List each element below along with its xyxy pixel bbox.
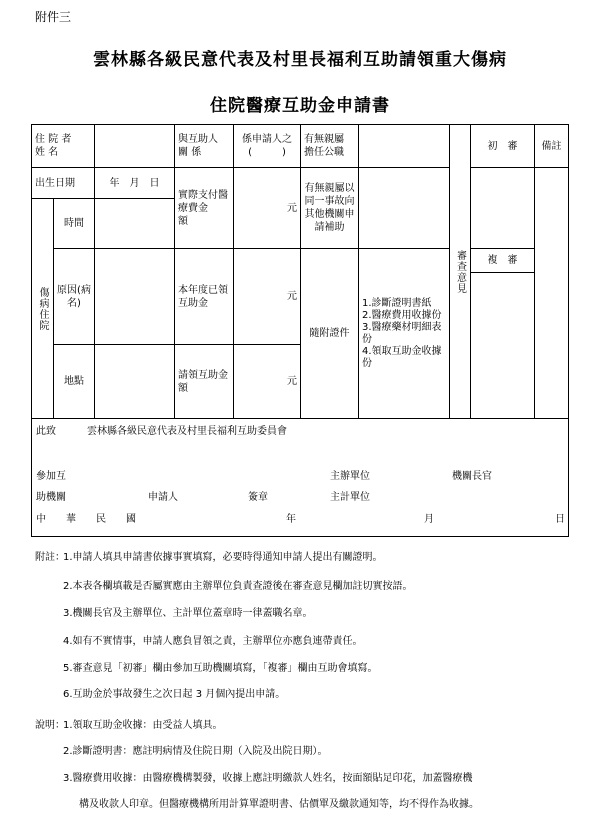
date-year: 年 <box>286 514 296 525</box>
signature-block <box>32 419 569 537</box>
title-line-1: 雲林縣各級民意代表及村里長福利互助請領重大傷病 <box>93 50 507 70</box>
time-label: 時間 <box>54 199 95 249</box>
note-item: 1.申請人填具申請書依據事實填寫，必要時得通知申請人提出有關證明。 <box>63 552 383 563</box>
explain-item: 2.診斷證明書：應註明病情及住院日期（入院及出院日期）。 <box>63 746 328 757</box>
cause-label: 原因(病名) <box>54 249 95 345</box>
explain-title: 說明： <box>35 720 65 731</box>
accounting-unit-label: 主計單位 <box>330 492 370 503</box>
public-job-field[interactable] <box>359 125 450 168</box>
explain-item: 1.領取互助金收據：由受益人填具。 <box>63 720 223 731</box>
second-review-header: 複 審 <box>471 249 535 273</box>
explain-item: 3.醫療費用收據：由醫療機構製發，收據上應註明繳款人姓名，按面額貼足印花，加蓋醫療機 <box>63 773 473 784</box>
actual-cost-field[interactable]: 元 <box>234 168 301 249</box>
attachments-list <box>359 249 450 419</box>
attachment-item: 1.診斷證明書紙 <box>362 297 432 309</box>
claim-amount-field[interactable]: 元 <box>234 345 301 419</box>
note-item: 4.如有不實情事，申請人應負冒領之責，主辦單位亦應負連帶責任。 <box>63 636 363 647</box>
applicant-label: 申請人 <box>148 492 178 503</box>
notes-title: 附註： <box>35 552 65 563</box>
public-job-label: 有無親屬 擔任公職 <box>301 125 359 168</box>
title-line-2: 住院醫療互助金申請書 <box>210 96 390 116</box>
inpatient-name-label: 住 院 者 姓 名 <box>32 125 95 168</box>
note-item: 3.機關長官及主辦單位、主計單位蓋章時一律蓋職名章。 <box>63 608 313 619</box>
application-form-table <box>31 124 569 537</box>
other-apply-label: 有無親屬以同一事故向其他機關申請補助 <box>301 168 359 249</box>
inpatient-name-field[interactable] <box>95 125 175 168</box>
cause-field[interactable] <box>95 249 175 345</box>
actual-cost-label: 實際支付醫療費金 額 <box>175 168 234 249</box>
second-review-field[interactable] <box>471 273 535 419</box>
remarks-field[interactable] <box>535 168 569 419</box>
claim-amount-label: 請領互助金 額 <box>175 345 234 419</box>
birth-date-label: 出生日期 <box>32 168 95 199</box>
first-review-field[interactable] <box>471 168 535 249</box>
relation-field[interactable]: 係申請人之 ( ) <box>234 125 301 168</box>
place-label: 地點 <box>54 345 95 419</box>
host-unit-label: 主辦單位 <box>330 471 370 482</box>
participant-label-b: 助機關 <box>36 492 66 503</box>
remarks-header: 備註 <box>535 125 569 168</box>
attachment-item: 2.醫療費用收據份 <box>362 309 442 321</box>
received-aid-label: 本年度已領互助金 <box>175 249 234 345</box>
received-aid-field[interactable]: 元 <box>234 249 301 345</box>
note-item: 2.本表各欄填載是否屬實應由主辦單位負責查證後在審查意見欄加註切實按語。 <box>63 581 413 592</box>
injury-admission-label: 傷病住院 <box>32 199 54 419</box>
first-review-header: 初 審 <box>471 125 535 168</box>
other-apply-field[interactable] <box>359 168 450 249</box>
relation-label: 與互助人 關 係 <box>175 125 234 168</box>
date-month: 月 <box>424 514 434 525</box>
officer-label: 機關長官 <box>452 471 492 482</box>
annex-label: 附件三 <box>35 10 72 24</box>
review-opinion-label: 審查意見 <box>450 125 471 419</box>
date-prefix: 中 華 民 國 <box>36 514 136 525</box>
to-label: 此致 <box>36 426 56 437</box>
note-item: 5.審查意見「初審」欄由參加互助機關填寫，「複審」欄由互助會填寫。 <box>63 663 378 674</box>
attachment-item: 4.領取互助金收據 份 <box>362 345 452 369</box>
birth-date-field[interactable]: 年 月 日 <box>95 168 175 199</box>
explain-item: 構及收款人印章。但醫療機構所用計算單證明書、估價單及繳款通知等，均不得作為收據。 <box>79 799 479 810</box>
to-committee: 雲林縣各級民意代表及村里長福利互助委員會 <box>87 426 287 437</box>
participant-label-a: 參加互 <box>36 471 66 482</box>
date-day: 日 <box>555 514 565 525</box>
place-field[interactable] <box>95 345 175 419</box>
attachments-label: 隨附證件 <box>301 249 359 419</box>
time-field[interactable] <box>95 199 175 249</box>
sign-label: 簽章 <box>248 492 268 503</box>
note-item: 6.互助金於事故發生之次日起 3 月個內提出申請。 <box>63 689 286 700</box>
attachment-item: 3.醫療藥材明細表 份 <box>362 321 452 345</box>
